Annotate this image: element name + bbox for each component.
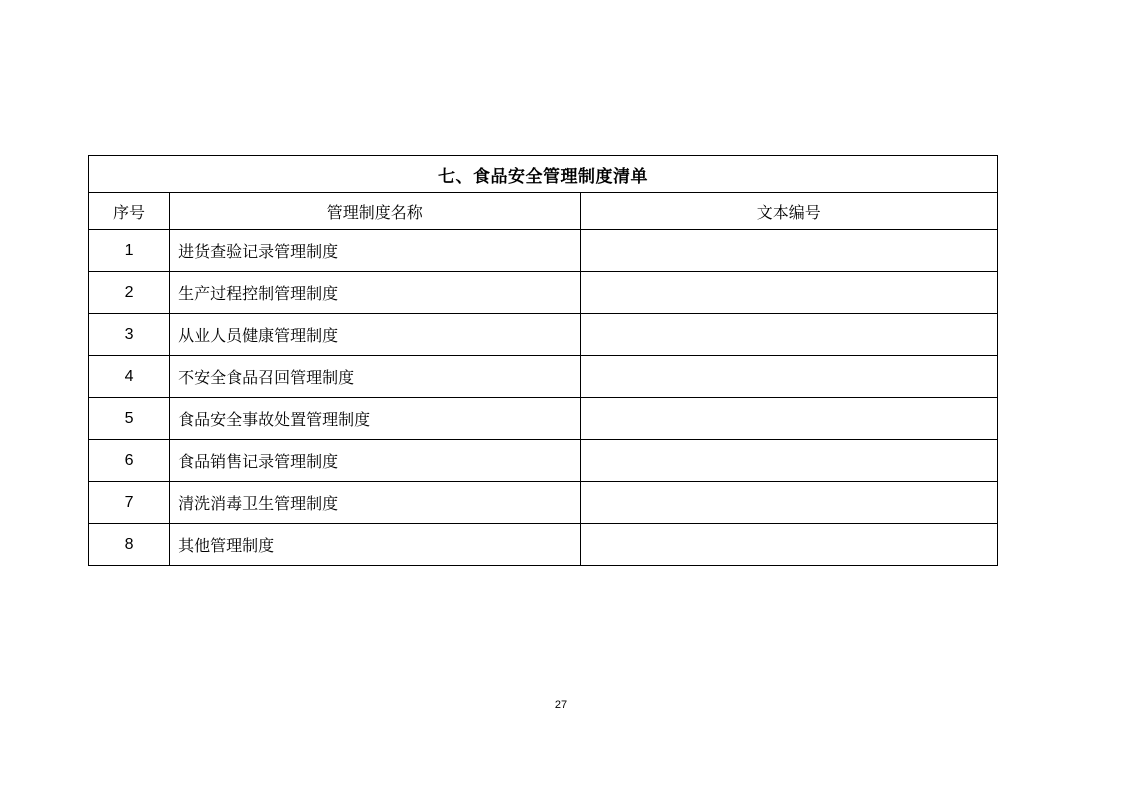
header-code: 文本编号 bbox=[580, 193, 997, 230]
row-seq: 7 bbox=[89, 482, 170, 524]
table-row bbox=[89, 272, 998, 314]
table-row bbox=[89, 356, 998, 398]
table-title-row bbox=[89, 156, 998, 193]
row-seq: 5 bbox=[89, 398, 170, 440]
table-row bbox=[89, 440, 998, 482]
row-code[interactable] bbox=[580, 482, 997, 524]
table-row bbox=[89, 314, 998, 356]
row-seq: 1 bbox=[89, 230, 170, 272]
row-code[interactable] bbox=[580, 356, 997, 398]
management-system-list-table bbox=[88, 155, 998, 566]
table-row bbox=[89, 398, 998, 440]
row-code[interactable] bbox=[580, 524, 997, 566]
row-code[interactable] bbox=[580, 314, 997, 356]
row-code[interactable] bbox=[580, 230, 997, 272]
page-number: 27 bbox=[554, 699, 568, 711]
row-seq: 8 bbox=[89, 524, 170, 566]
row-name: 不安全食品召回管理制度 bbox=[170, 356, 580, 398]
row-name: 生产过程控制管理制度 bbox=[170, 272, 580, 314]
row-name: 进货查验记录管理制度 bbox=[170, 230, 580, 272]
row-name: 食品销售记录管理制度 bbox=[170, 440, 580, 482]
header-name: 管理制度名称 bbox=[170, 193, 580, 230]
table-row bbox=[89, 230, 998, 272]
table-title: 七、食品安全管理制度清单 bbox=[89, 156, 998, 193]
row-code[interactable] bbox=[580, 440, 997, 482]
row-seq: 4 bbox=[89, 356, 170, 398]
table-header-row bbox=[89, 193, 998, 230]
table-row bbox=[89, 482, 998, 524]
row-name: 食品安全事故处置管理制度 bbox=[170, 398, 580, 440]
row-name: 清洗消毒卫生管理制度 bbox=[170, 482, 580, 524]
row-seq: 3 bbox=[89, 314, 170, 356]
row-code[interactable] bbox=[580, 398, 997, 440]
row-seq: 6 bbox=[89, 440, 170, 482]
header-seq: 序号 bbox=[89, 193, 170, 230]
table-row bbox=[89, 524, 998, 566]
row-code[interactable] bbox=[580, 272, 997, 314]
row-seq: 2 bbox=[89, 272, 170, 314]
row-name: 从业人员健康管理制度 bbox=[170, 314, 580, 356]
row-name: 其他管理制度 bbox=[170, 524, 580, 566]
